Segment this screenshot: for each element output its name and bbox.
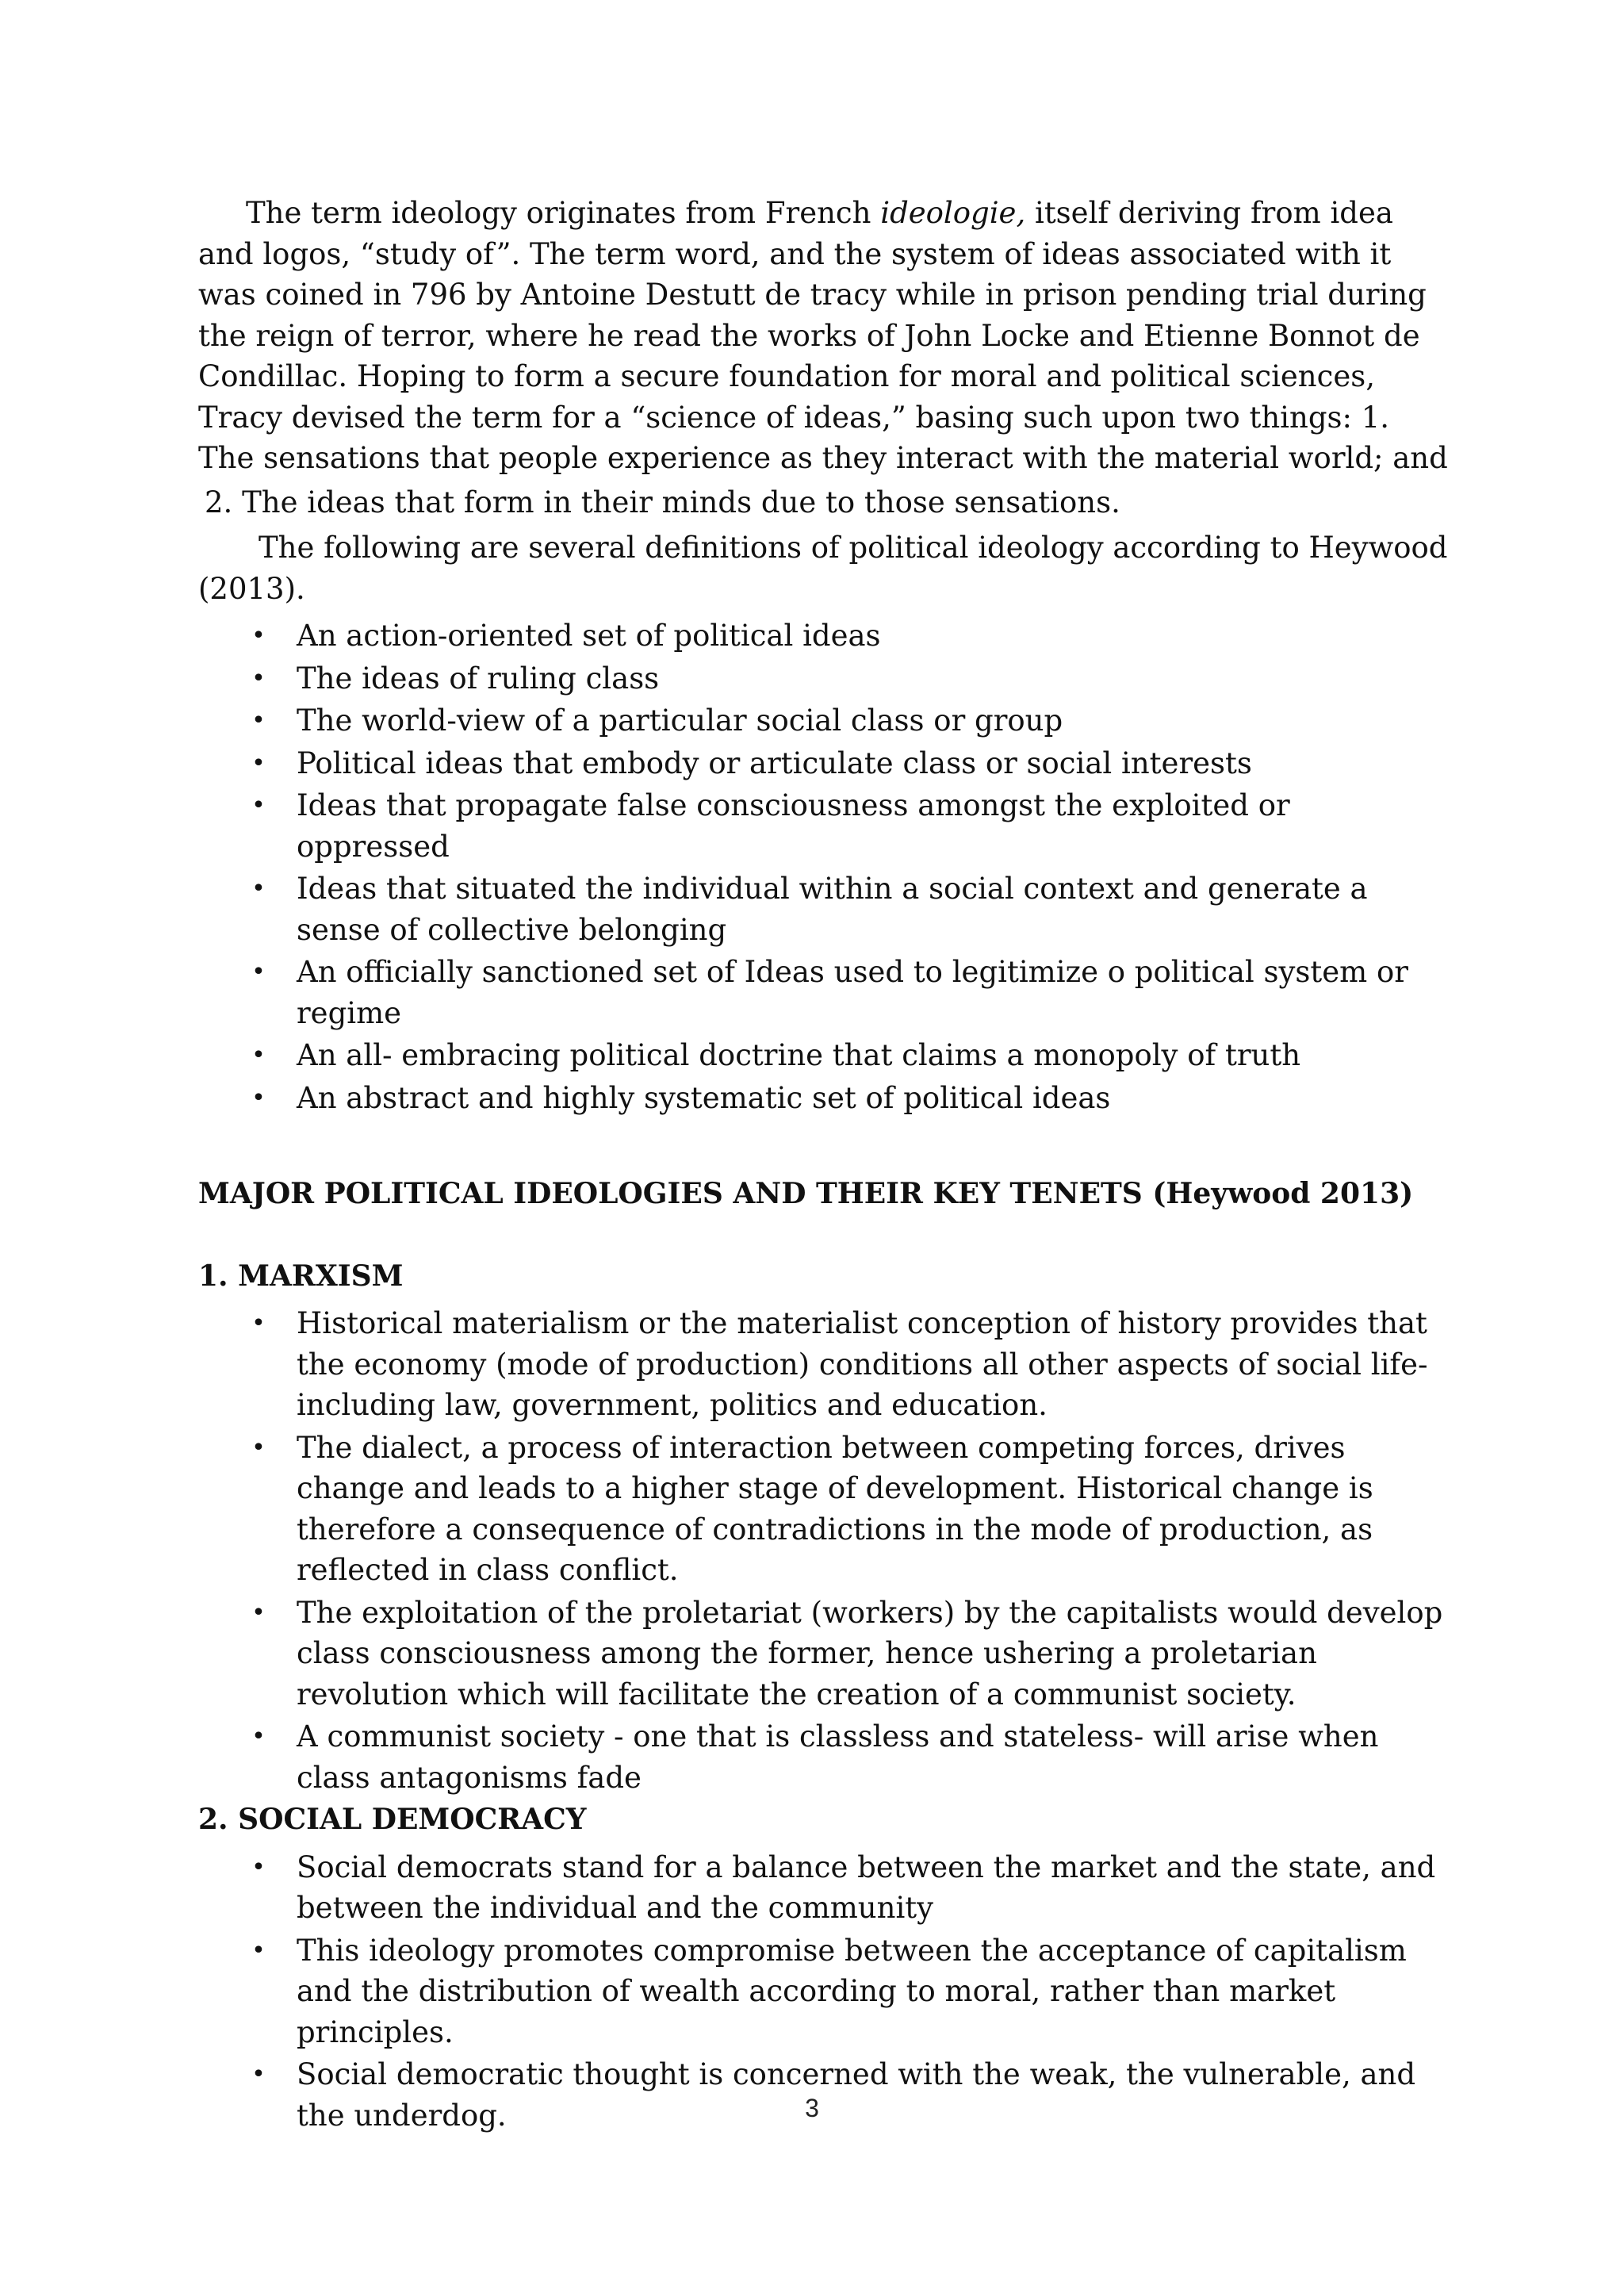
intro-text-start: The term ideology originates from French bbox=[246, 196, 881, 230]
list-item bbox=[198, 1035, 1451, 1076]
bullet-icon: • bbox=[251, 2060, 266, 2088]
bullet-icon: • bbox=[251, 1433, 266, 1462]
list-item bbox=[198, 785, 1451, 867]
list-item bbox=[198, 952, 1451, 1033]
section-heading-social-democracy: 2. SOCIAL DEMOCRACY bbox=[198, 1803, 587, 1836]
list-item-text: Ideas that propagate false consciousness amongst the exploited or oppressed bbox=[297, 788, 1290, 864]
marxism-list bbox=[198, 1303, 1451, 1798]
list-item-text: An officially sanctioned set of Ideas used to legitimize o political system or regime bbox=[297, 955, 1408, 1030]
bullet-icon: • bbox=[251, 792, 266, 819]
list-item-text: The world-view of a particular social class or group bbox=[297, 703, 1063, 738]
section-heading-major: MAJOR POLITICAL IDEOLOGIES AND THEIR KEY TENETS (Heywood 2013) bbox=[198, 1177, 1414, 1210]
list-item-text: The ideas of ruling class bbox=[297, 661, 660, 696]
intro-italic-term: ideologie, bbox=[880, 196, 1026, 230]
list-item-text: An all- embracing political doctrine that claims a monopoly of truth bbox=[297, 1038, 1301, 1072]
bullet-icon: • bbox=[251, 1723, 266, 1750]
list-item bbox=[198, 1303, 1451, 1426]
definitions-lead: The following are several definitions of political ideology according to Heywood (2013). bbox=[198, 531, 1448, 606]
bullet-icon: • bbox=[251, 664, 266, 692]
definitions-list bbox=[198, 615, 1451, 1118]
list-item-text: Social democratic thought is concerned with the weak, the vulnerable, and the underdog. bbox=[297, 2057, 1416, 2133]
list-item bbox=[198, 868, 1451, 950]
bullet-icon: • bbox=[251, 707, 266, 734]
social-democracy-list bbox=[198, 1847, 1451, 2137]
bullet-icon: • bbox=[251, 622, 266, 650]
list-item-text: A communist society - one that is classless and stateless- will arise when class antagonisms fade bbox=[297, 1719, 1379, 1795]
list-item-text: Social democrats stand for a balance between the market and the state, and between the individual and the community bbox=[297, 1849, 1436, 1925]
list-item bbox=[198, 1847, 1451, 1929]
list-item-text: The exploitation of the proletariat (workers) by the capitalists would develop class consciousness among the former, hence ushering a proletarian revolution which will facilitate the creation of a communist society. bbox=[297, 1595, 1443, 1711]
list-item-text: This ideology promotes compromise between the acceptance of capitalism and the distribution of wealth according to moral, rather than market principles. bbox=[297, 1933, 1407, 2049]
intro-second-point: 2. The ideas that form in their minds due to those sensations. bbox=[205, 485, 1120, 519]
bullet-icon: • bbox=[251, 1936, 266, 1964]
page-body bbox=[198, 193, 1451, 2137]
list-item-text: The dialect, a process of interaction between competing forces, drives change and leads to a higher stage of development. Historical change is therefore a consequence of contradictions in the mode of production, as reflected in class conflict. bbox=[297, 1430, 1373, 1587]
list-item bbox=[198, 658, 1451, 700]
list-item bbox=[198, 700, 1451, 742]
section-heading-marxism: 1. MARXISM bbox=[198, 1259, 404, 1293]
list-item bbox=[198, 743, 1451, 784]
list-item bbox=[198, 1593, 1451, 1715]
list-item-text: Ideas that situated the individual within a social context and generate a sense of collective belonging bbox=[297, 872, 1368, 947]
list-item-text: Historical materialism or the materialist conception of history provides that the economy (mode of production) conditions all other aspects of social life- including law, government, politics and education. bbox=[297, 1306, 1428, 1422]
bullet-icon: • bbox=[251, 1853, 266, 1881]
list-item-text: Political ideas that embody or articulate class or social interests bbox=[297, 746, 1252, 780]
intro-paragraph bbox=[198, 193, 1451, 479]
bullet-icon: • bbox=[251, 749, 266, 777]
page-number: 3 bbox=[805, 2094, 819, 2122]
list-item bbox=[198, 615, 1451, 657]
list-item bbox=[198, 1428, 1451, 1591]
list-item bbox=[198, 1716, 1451, 1798]
bullet-icon: • bbox=[251, 958, 266, 986]
list-item-text: An abstract and highly systematic set of political ideas bbox=[297, 1080, 1111, 1115]
list-item-text: An action-oriented set of political ideas bbox=[297, 619, 881, 653]
bullet-icon: • bbox=[251, 1309, 266, 1337]
bullet-icon: • bbox=[251, 1083, 266, 1112]
bullet-icon: • bbox=[251, 875, 266, 903]
list-item bbox=[198, 1078, 1451, 1119]
bullet-icon: • bbox=[251, 1598, 266, 1627]
bullet-icon: • bbox=[251, 1041, 266, 1069]
list-item bbox=[198, 1930, 1451, 2053]
intro-text-rest: itself deriving from idea and logos, “study of”. The term word, and the system of ideas associated with it was coined in 796 by Antoine Destutt de tracy while in prison pending trial during the reign of terror, where he read the works of John Locke and Etienne Bonnot de Condillac. Hoping to form a secure foundation for moral and political sciences, Tracy devised the term for a “science of ideas,” basing such upon two things: 1. The sensations that people experience as they interact with the material world; and bbox=[198, 196, 1448, 475]
